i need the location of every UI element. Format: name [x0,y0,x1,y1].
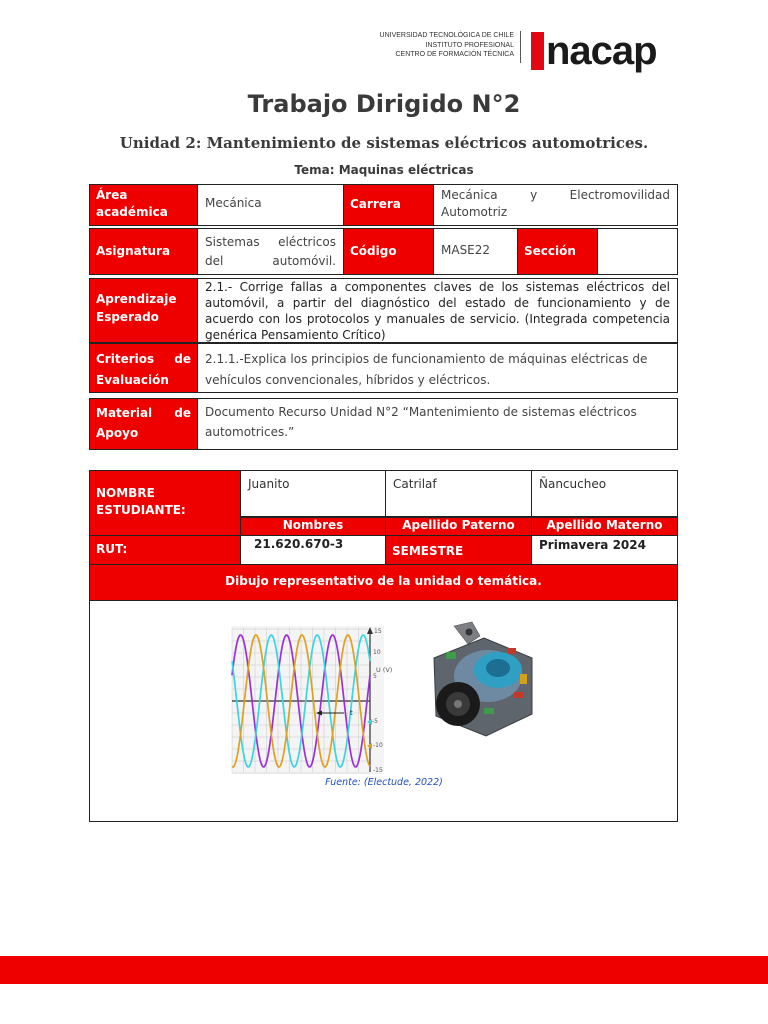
material-value: Documento Recurso Unidad N°2 “Mantenimiento de sistemas eléctricos automotrices.” [197,398,678,450]
criterios-value: 2.1.1.-Explica los principios de funcionamiento de máquinas eléctricas de vehículos convencionales, híbridos y eléctricos. [197,343,678,393]
bracket-hole [466,629,473,636]
rotor-core [486,659,510,677]
aprendizaje-value: 2.1.- Corrige fallas a componentes claves de los sistemas eléctricos del automóvil, a partir del diagnóstico del estado de funcionamiento y de acuerdo con los protocolos y manuales de servicio. (Integrada competencia genérica Pensamiento Crítico) [197,278,678,343]
area-label: Área académica [89,184,198,226]
apellido-paterno-value: Catrilaf [385,470,532,517]
area-value: Mecánica [197,184,344,226]
institution-line: UNIVERSIDAD TECNOLÓGICA DE CHILE [379,32,514,39]
institution-line: INSTITUTO PROFESIONAL [425,41,514,49]
header-divider [520,31,521,63]
semestre-label: SEMESTRE [385,535,532,565]
institution-lines [356,31,514,60]
institution-line: CENTRO DE FORMACIÓN TÉCNICA [395,51,514,58]
dibujo-header: Dibujo representativo de la unidad o temática. [89,564,678,601]
circuit-part [484,708,494,714]
seccion-label: Sección [517,228,598,275]
apellido-paterno-header: Apellido Paterno [385,517,532,536]
y-tick-label: 10 [373,649,381,656]
asignatura-label: Asignatura [89,228,198,275]
y-tick-label: -10 [373,742,383,749]
nombres-header: Nombres [240,517,386,536]
rut-label: RUT: [89,535,241,565]
nombre-estudiante-label: NOMBRE ESTUDIANTE: [89,470,241,537]
time-marker-label: t [350,709,353,717]
criterios-label [89,343,198,393]
waveform-chart [232,626,393,774]
carrera-value: Mecánica y Electromovilidad Automotriz [433,184,678,226]
electric-motor-image [424,618,544,758]
criterios-label-text: Criterios de Evaluación [96,352,191,387]
topic-line: Tema: Maquinas eléctricas [294,163,474,177]
logo-red-block [531,32,544,70]
unit-subtitle: Unidad 2: Mantenimiento de sistemas eléctricos automotrices. [119,134,649,152]
codigo-label: Código [343,228,434,275]
material-label-text: Material de Apoyo [96,406,191,440]
apellido-materno-header: Apellido Materno [531,517,678,536]
rut-value: 21.620.670-3 [240,535,386,565]
material-label [89,398,198,450]
circuit-part [514,692,523,698]
inacap-logo [531,30,657,72]
codigo-value: MASE22 [433,228,518,275]
y-tick-label: -15 [373,767,383,774]
logo-text: nacap [546,29,657,73]
aprendizaje-label: Aprendizaje Esperado [89,278,198,343]
figure-source: Fuente: (Electude, 2022) [325,777,443,788]
semestre-value: Primavera 2024 [531,535,678,565]
circuit-part [520,674,527,684]
page-title: Trabajo Dirigido N°2 [247,90,521,118]
nombres-value: Juanito [240,470,386,517]
circuit-part [446,652,456,659]
circuit-part [508,648,516,654]
y-tick-label: -5 [372,718,378,725]
footer-bar [0,956,768,984]
y-tick-label: 15 [374,628,382,635]
seccion-value [597,228,678,275]
y-tick-label: 5 [373,673,377,680]
apellido-materno-value: Ñancucheo [531,470,678,517]
shaft [454,700,462,708]
asignatura-value: Sistemas eléctricos del automóvil. [197,228,344,275]
carrera-label: Carrera [343,184,434,226]
axis-label: U (V) [376,666,393,674]
